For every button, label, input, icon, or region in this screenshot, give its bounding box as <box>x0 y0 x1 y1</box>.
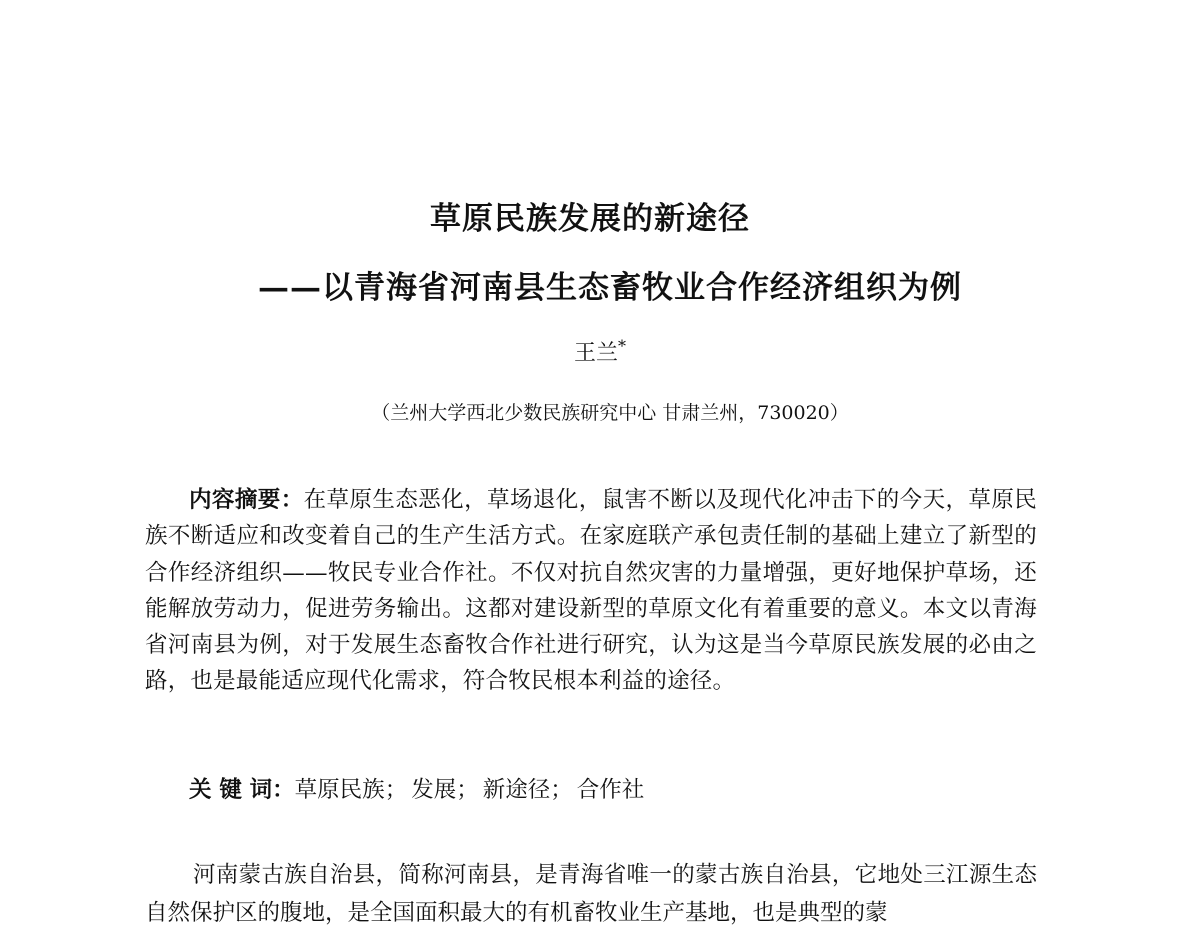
body-paragraph: 河南蒙古族自治县，简称河南县，是青海省唯一的蒙古族自治县，它地处三江源生态自然保护区的腹地，是全国面积最大的有机畜牧业生产基地，也是典型的蒙 <box>145 862 1037 926</box>
keywords <box>189 772 1039 808</box>
paper-title: 草原民族发展的新途径 <box>430 201 750 237</box>
abstract-text: 在草原生态恶化，草场退化，鼠害不断以及现代化冲击下的今天，草原民族不断适应和改变着自己的生产生活方式。在家庭联产承包责任制的基础上建立了新型的合作经济组织——牧民专业合作社。不仅对抗自然灾害的力量增强，更好地保护草场，还能解放劳动力，促进劳务输出。这都对建设新型的草原文化有着重要的意义。本文以青海省河南县为例，对于发展生态畜牧合作社进行研究，认为这是当今草原民族发展的必由之路，也是最能适应现代化需求，符合牧民根本利益的途径。 <box>145 487 1037 695</box>
keywords-label: 关 键 词： <box>189 777 295 803</box>
author-line <box>0 338 1200 370</box>
keyword-separator: ； <box>456 777 479 803</box>
keyword-item: 草原民族 <box>294 777 385 803</box>
abstract-label: 内容摘要： <box>189 487 304 513</box>
author-affiliation: （兰州大学西北少数民族研究中心 甘肃兰州，730020） <box>371 402 849 424</box>
author-footnote-mark: * <box>618 336 626 356</box>
paper-subtitle: ——以青海省河南县生态畜牧业合作经济组织为例 <box>258 270 962 306</box>
keyword-separator: ； <box>550 777 573 803</box>
author-name: 王兰 <box>573 341 618 366</box>
keyword-item: 新途径 <box>482 777 551 803</box>
keyword-separator: ； <box>384 777 408 803</box>
keyword-item: 发展 <box>411 777 457 803</box>
abstract <box>145 482 1037 700</box>
keyword-item: 合作社 <box>576 777 645 803</box>
